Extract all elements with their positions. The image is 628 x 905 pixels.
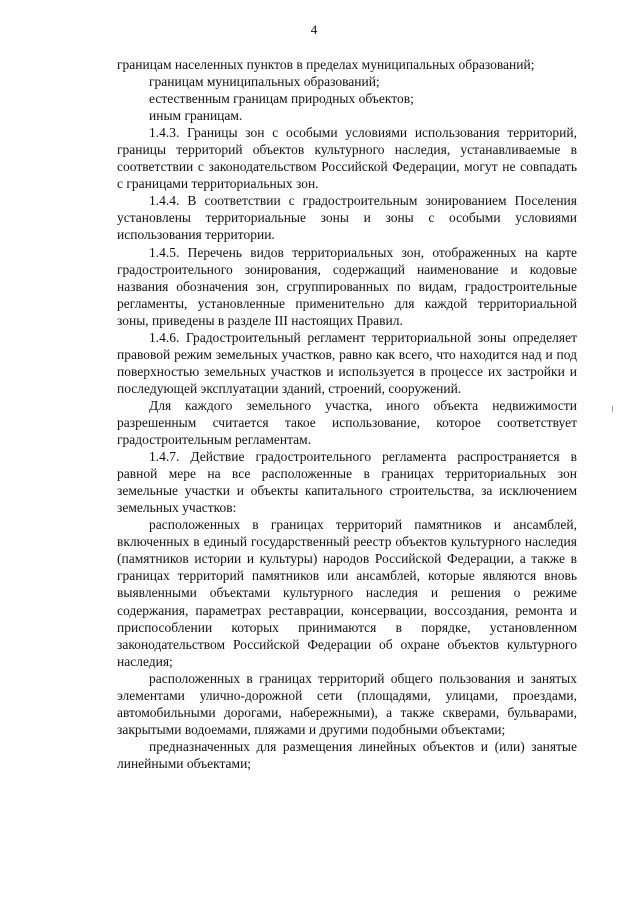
paragraph-linear-objects: предназначенных для размещения линейных объектов и (или) занятые линейными объектами; (117, 738, 577, 771)
paragraph-permitted-use: Для каждого земельного участка, иного объекта недвижимости разрешенным считается такое использование, которое соответствует градостроительным регламентам. (117, 397, 577, 448)
paragraph-1-4-4: 1.4.4. В соответствии с градостроительным зонированием Поселения установлены территориальные зоны и зоны с особыми условиями использования территории. (117, 193, 577, 243)
paragraph-municipal-borders: границам муниципальных образований; (149, 74, 380, 90)
paragraph-settlement-borders: границам населенных пунктов в пределах муниципальных образований; (117, 57, 535, 72)
document-body (117, 56, 577, 772)
paragraph-1-4-3: 1.4.3. Границы зон с особыми условиями использования территорий, границы территорий объектов культурного наследия, устанавливаемые в соответствии с законодательством Российской Федерации, могут не совпадать с границами территориальных зон. (117, 125, 577, 192)
paragraph-natural-borders: естественным границам природных объектов; (149, 91, 414, 107)
paragraph-public-use-territories: расположенных в границах территорий общего пользования и занятых элементами улично-дорожной сети (площадями, улицами, проездами, автомобильными дорогами, набережными), а также скверами, бульварами, закрытыми водоемами, пляжами и другими подобными объектами; (117, 670, 577, 737)
paragraph-1-4-7: 1.4.7. Действие градостроительного регламента распространяется в равной мере на все расположенные в границах территориальных зон земельные участки и объекты капитального строительства, за исключением земельных участков: (117, 449, 577, 516)
paragraph-other-borders: иным границам. (149, 108, 243, 124)
paragraph-1-4-6: 1.4.6. Градостроительный регламент территориальной зоны определяет правовой режим земельных участков, равно как всего, что находится над и под поверхностью земельных участков и используется в процессе их застройки и последующей эксплуатации зданий, строений, сооружений. (117, 329, 577, 396)
paragraph-heritage-territories: расположенных в границах территорий памятников и ансамблей, включенных в единый государственный реестр объектов культурного наследия (памятников истории и культуры) народов Российской Федерации, а также в границах территорий памятников или ансамблей, которые являются вновь выявленными объектами культурного наследия и решения о режиме содержания, параметрах реставрации, консервации, воссоздания, ремонта и приспособлении которых принимаются в порядке, установленном законодательством Российской Федерации об охране объектов культурного наследия; (117, 517, 577, 669)
paragraph-1-4-5: 1.4.5. Перечень видов территориальных зон, отображенных на карте градостроительного зонирования, содержащий наименование и кодовые названия обозначения зон, сгруппированных по видам, градостроительные регламенты, установленные применительно для каждой территориальной зоны, приведены в разделе III настоящих Правил. (117, 244, 577, 328)
page-number: 4 (310, 22, 318, 37)
scan-mark (612, 406, 613, 412)
